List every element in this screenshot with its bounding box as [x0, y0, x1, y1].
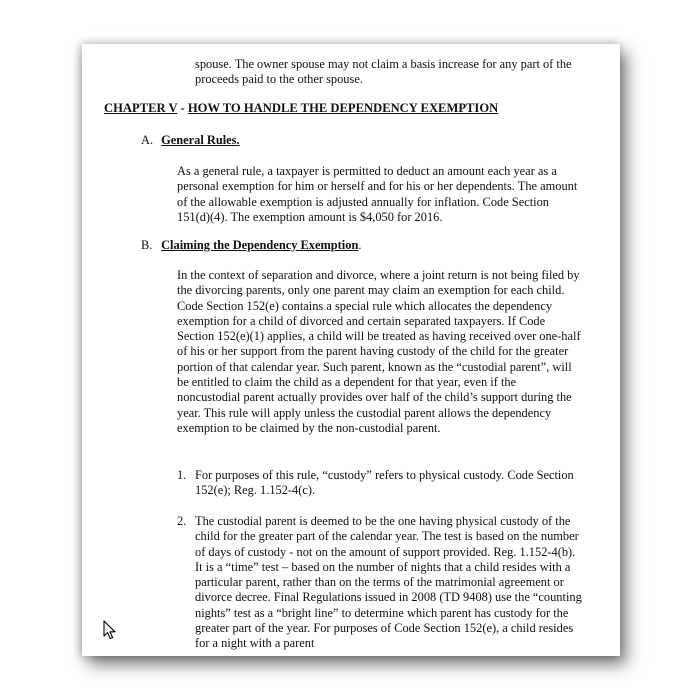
document-page: [82, 44, 620, 656]
section-a-title: General Rules: [161, 133, 237, 147]
section-a-letter: A.: [141, 133, 154, 147]
mouse-cursor-icon: [103, 620, 117, 640]
section-a-punct: .: [236, 133, 240, 147]
list-item-2-text: The custodial parent is deemed to be the one having physical custody of the child for the greater part of the calendar year. The test is based on the number of days of custody - not on the amount of support provided. Reg. 1.152-4(b). It is a “time” test – based on the number of nights that a child resides with a particular parent, rather than on the terms of the matrimonial agreement or divorce decree. Final Regulations issued in 2008 (TD 9408) use the “counting nights” test as a “bright line” to determine which parent has custody for the greater part of the year. For purposes of Code Section 152(e), a child resides for a night with a parent: [195, 514, 582, 651]
chapter-number: CHAPTER V: [104, 101, 178, 115]
list-item-1-number: 1.: [177, 468, 187, 482]
section-b-letter: B.: [141, 238, 153, 252]
section-b-heading: [141, 238, 361, 253]
section-a-paragraph: As a general rule, a taxpayer is permitted to deduct an amount each year as a personal exemption for him or herself and for his or her dependents. The amount of the allowable exemption is adjusted annually for inflation. Code Section 151(d)(4). The exemption amount is $4,050 for 2016.: [177, 164, 578, 224]
section-a-heading: [141, 133, 240, 148]
section-b-title: Claiming the Dependency Exemption: [161, 238, 359, 252]
list-item-2: [177, 514, 582, 652]
section-b-punct: .: [358, 238, 362, 252]
list-item-1-text: For purposes of this rule, “custody” refers to physical custody. Code Section 152(e); Reg. 1.152-4(c).: [195, 468, 574, 498]
chapter-separator: -: [177, 101, 188, 115]
list-item-1: [177, 468, 582, 499]
list-item-2-number: 2.: [177, 514, 187, 528]
chapter-title: HOW TO HANDLE THE DEPENDENCY EXEMPTION: [187, 101, 499, 115]
section-b-paragraph: In the context of separation and divorce, where a joint return is not being filed by the divorcing parents, only one parent may claim an exemption for each child. Code Section 152(e) contains a special rule which allocates the dependency exemption for a child of divorced and certain separated taxpayers. If Code Section 152(e)(1) applies, a child will be treated as having received over one-half of his or her support from the parent having custody of the child for the greater portion of that calendar year. Such parent, known as the “custodial parent”, will be entitled to claim the child as a dependent for that year, even if the noncustodial parent actually provides over half of the child’s support during the year. This rule will apply unless the custodial parent allows the dependency exemption to be claimed by the non-custodial parent.: [177, 268, 581, 435]
chapter-heading: [104, 101, 498, 116]
top-paragraph: spouse. The owner spouse may not claim a basis increase for any part of the proceeds paid to the other spouse.: [195, 57, 572, 87]
